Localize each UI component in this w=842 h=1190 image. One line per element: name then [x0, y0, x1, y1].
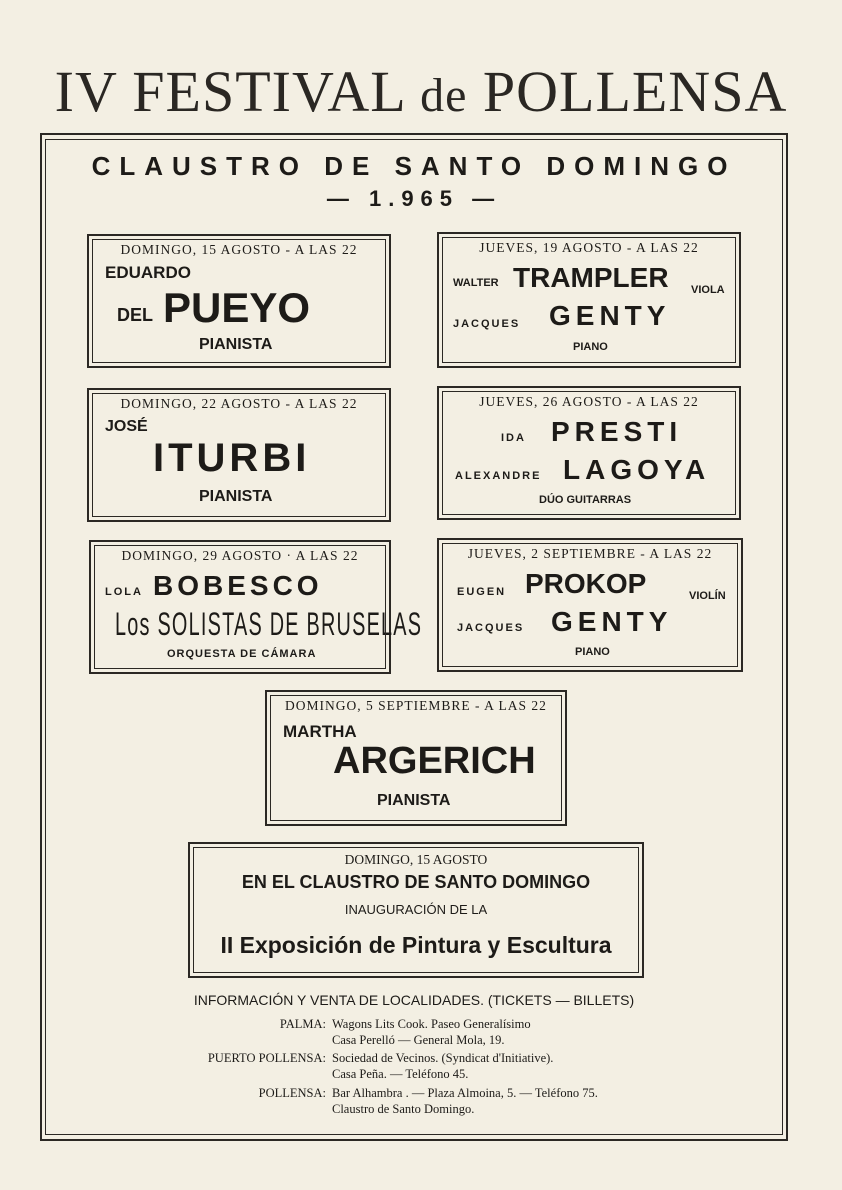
title-de: de [420, 69, 468, 122]
concert-card-iturbi [87, 388, 391, 522]
info-heading: INFORMACIÓN Y VENTA DE LOCALIDADES. (TICKETS — BILLETS) [193, 992, 635, 1008]
concert-date: DOMINGO, 29 AGOSTO · A LAS 22 [121, 548, 359, 563]
artist-role: PIANISTA [377, 792, 451, 809]
info-pollensa-line1: Bar Alhambra . — Plaza Almoina, 5. — Teléfono 75. [332, 1086, 598, 1100]
info-label-puerto-pollensa: PUERTO POLLENSA: [207, 1051, 326, 1065]
title-festival: IV FESTIVAL [54, 59, 405, 124]
festival-year: — 1.965 — [326, 186, 502, 211]
concert-card-pueyo [87, 234, 391, 368]
exhibition-card [188, 842, 644, 978]
concert-card-argerich [265, 690, 567, 826]
artist-instrument: VIOLÍN [689, 590, 726, 602]
artist-surname: BOBESCO [153, 570, 323, 601]
artist-role: PIANISTA [199, 488, 273, 505]
artist-first-name: LOLA [105, 586, 143, 598]
artist-first-name: EDUARDO [105, 263, 191, 282]
artist-surname: LAGOYA [563, 454, 711, 485]
artist-first-name: JOSÉ [105, 418, 148, 435]
concert-date: JUEVES, 26 AGOSTO - A LAS 22 [479, 394, 699, 409]
artist-role: PIANO [573, 341, 608, 353]
concert-card-prokop-genty [437, 538, 743, 672]
artist-first-name: ALEXANDRE [455, 470, 542, 482]
info-palma-line2: Casa Perelló — General Mola, 19. [332, 1033, 505, 1047]
artist-first-name: IDA [501, 432, 526, 444]
artist-surname: ARGERICH [333, 740, 536, 782]
poster-title [0, 58, 842, 125]
concert-date: DOMINGO, 15 AGOSTO - A LAS 22 [120, 242, 358, 257]
artist-first-name: WALTER [453, 277, 499, 289]
concert-card-presti-lagoya [437, 386, 741, 520]
info-label-pollensa: POLLENSA: [258, 1086, 326, 1100]
info-puerto-line2: Casa Peña. — Teléfono 45. [332, 1067, 469, 1081]
info-puerto-line1: Sociedad de Vecinos. (Syndicat d'Initiative). [332, 1051, 554, 1065]
artist-prefix: DEL [117, 305, 153, 325]
exhibition-title: II Exposición de Pintura y Escultura [220, 932, 612, 958]
exhibition-subtitle: INAUGURACIÓN DE LA [344, 902, 488, 917]
artist-role: PIANISTA [199, 336, 273, 353]
artist-role: DÚO GUITARRAS [539, 494, 632, 506]
artist-surname: TRAMPLER [513, 262, 669, 293]
artist-first-name: MARTHA [283, 722, 357, 741]
artist-role: PIANO [575, 646, 610, 658]
artist-surname: PROKOP [525, 568, 647, 599]
concert-date: JUEVES, 19 AGOSTO - A LAS 22 [479, 240, 699, 255]
concert-date: DOMINGO, 5 SEPTIEMBRE - A LAS 22 [285, 698, 547, 713]
artist-instrument: VIOLA [691, 284, 725, 296]
ensemble-role: ORQUESTA DE CÁMARA [167, 648, 317, 660]
artist-surname: ITURBI [153, 436, 311, 480]
info-palma-line1: Wagons Lits Cook. Paseo Generalísimo [332, 1017, 531, 1031]
artist-surname: GENTY [549, 300, 671, 331]
info-pollensa-line2: Claustro de Santo Domingo. [332, 1102, 475, 1116]
artist-first-name: JACQUES [457, 622, 525, 634]
artist-first-name: EUGEN [457, 586, 507, 598]
exhibition-place: EN EL CLAUSTRO DE SANTO DOMINGO [241, 872, 591, 892]
ensemble-name: Los SOLISTAS DE BRUSELAS [115, 606, 423, 642]
info-label-palma: PALMA: [279, 1017, 326, 1031]
venue-heading: CLAUSTRO DE SANTO DOMINGO [91, 151, 737, 181]
exhibition-date: DOMINGO, 15 AGOSTO [344, 852, 488, 867]
artist-first-name: JACQUES [453, 318, 521, 330]
artist-surname: GENTY [551, 606, 673, 637]
concert-card-trampler-genty [437, 232, 741, 368]
concert-date: DOMINGO, 22 AGOSTO - A LAS 22 [120, 396, 358, 411]
artist-surname: PUEYO [163, 284, 311, 331]
concert-date: JUEVES, 2 SEPTIEMBRE - A LAS 22 [467, 546, 713, 561]
concert-card-bobesco [89, 540, 423, 674]
title-pollensa: POLLENSA [482, 59, 788, 124]
artist-surname: PRESTI [551, 416, 683, 447]
